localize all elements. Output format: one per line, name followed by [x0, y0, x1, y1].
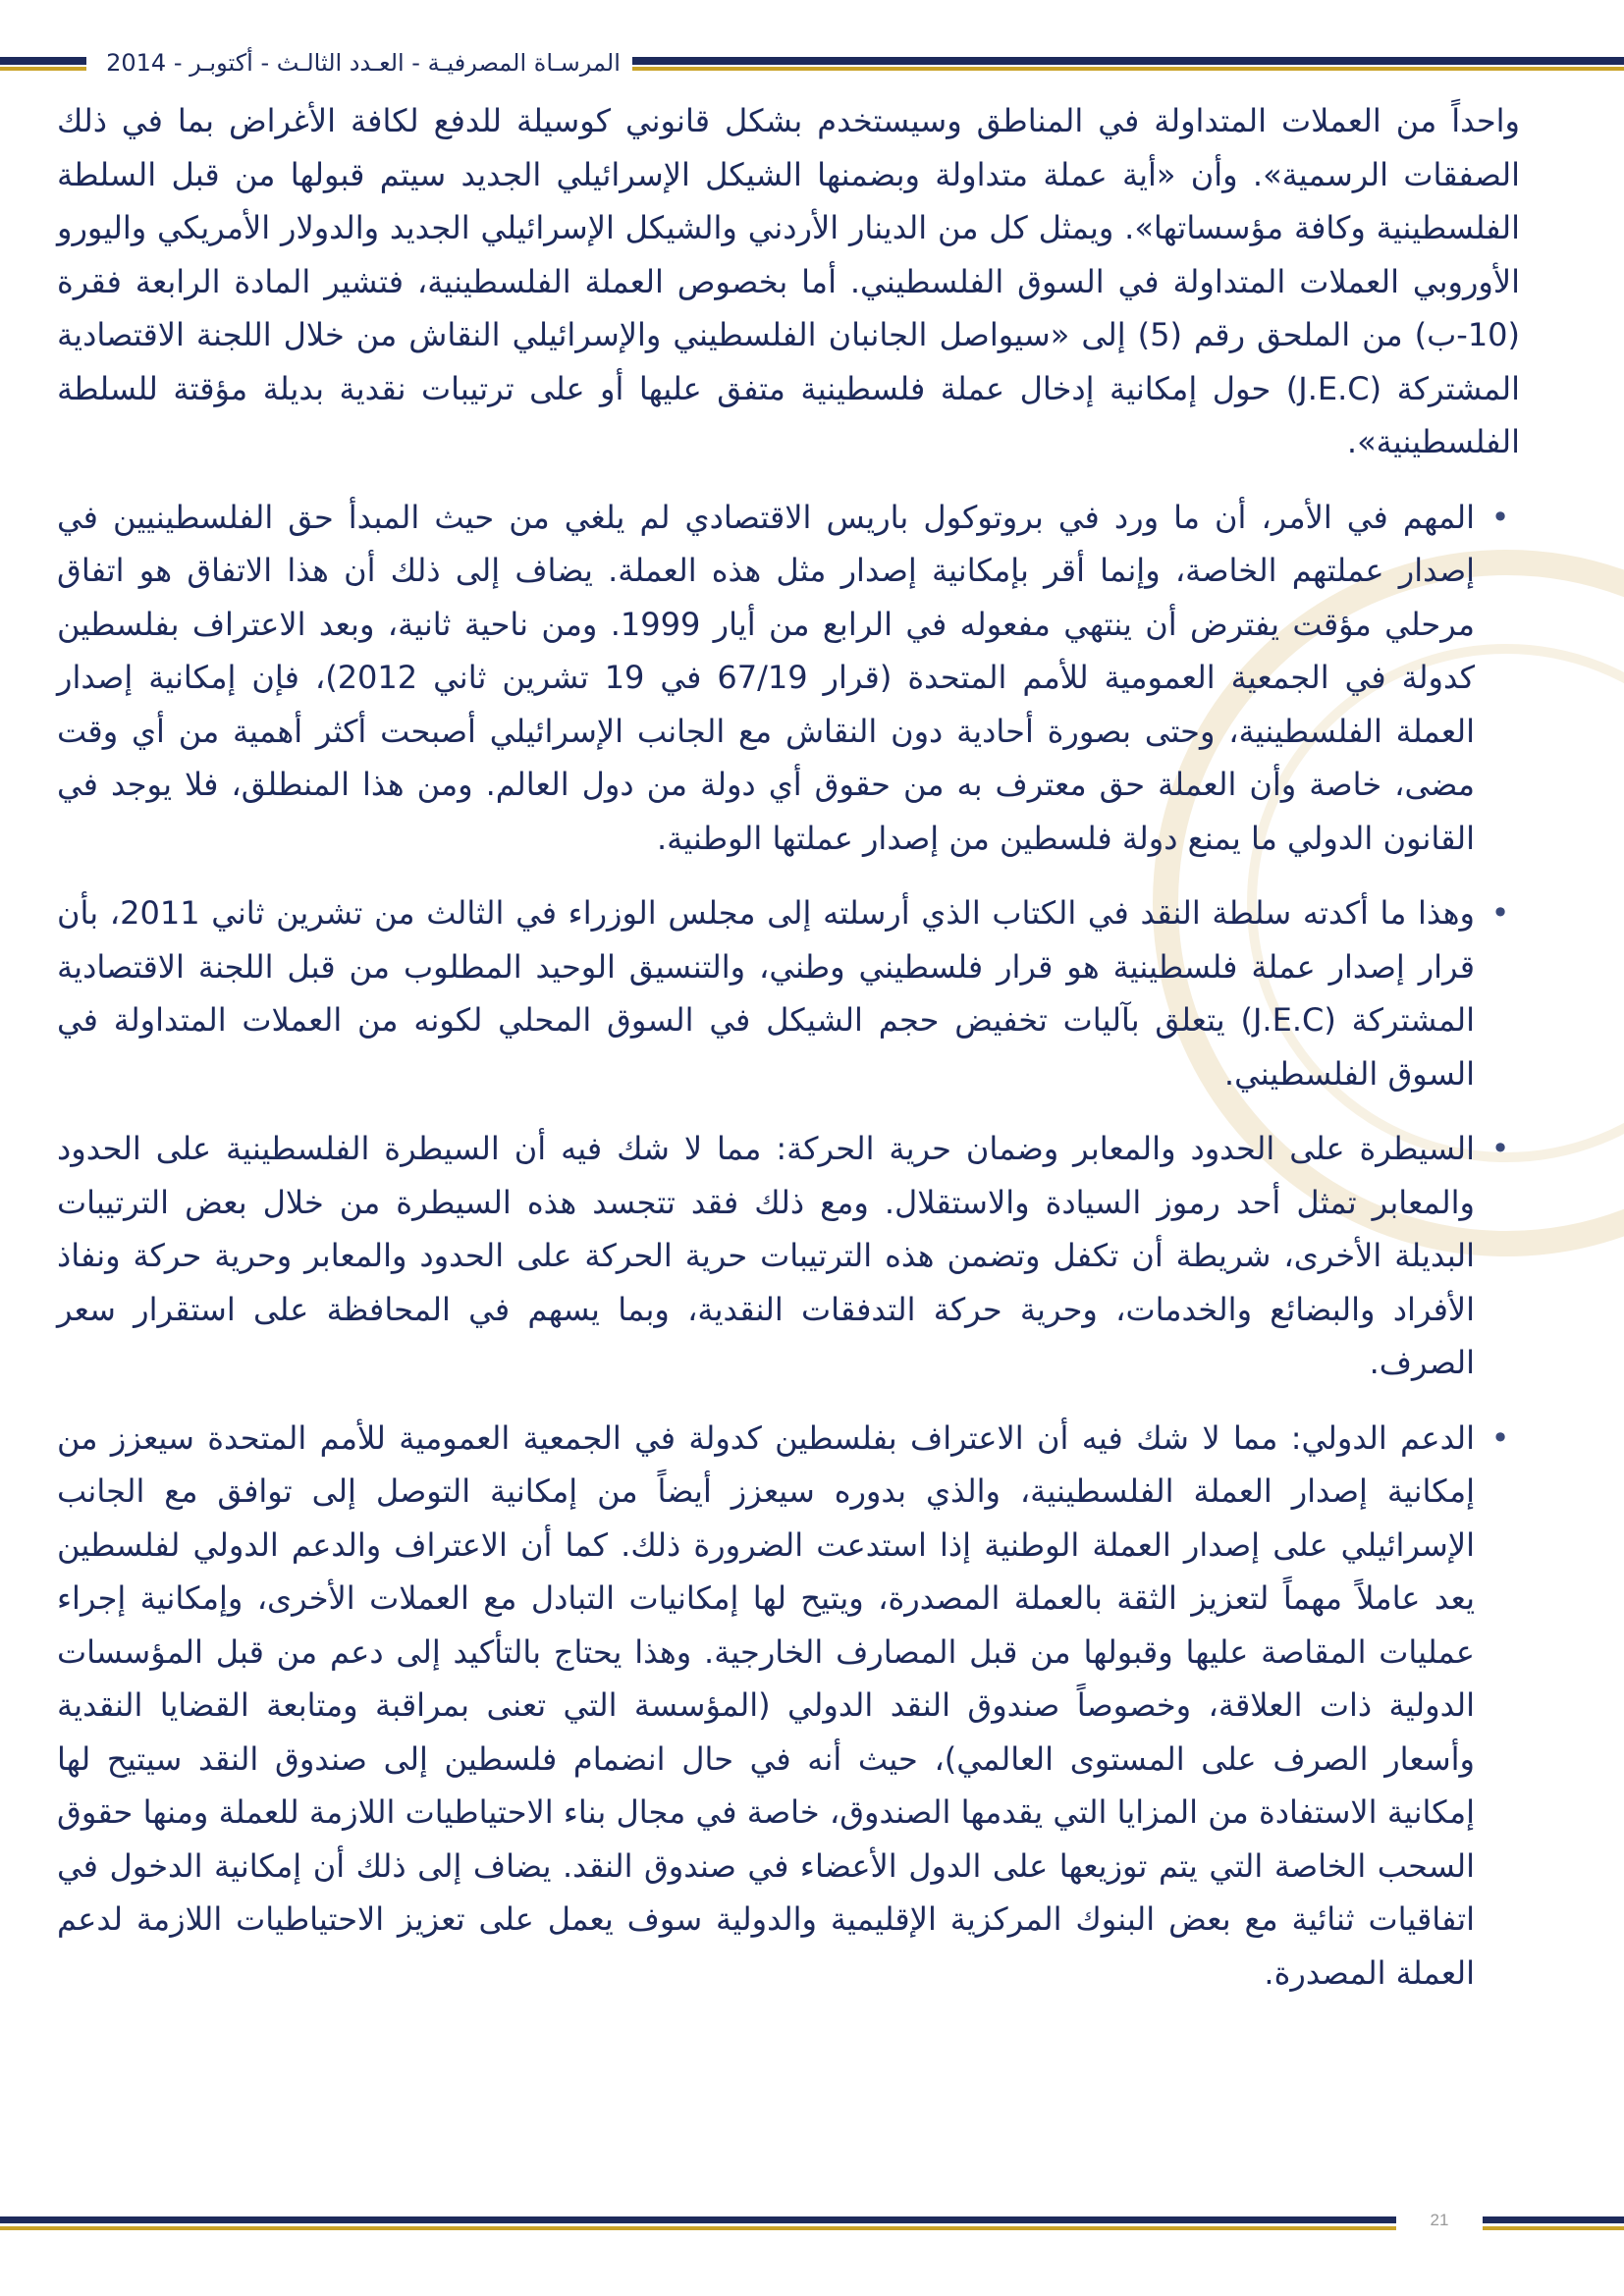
footer-rule-left: [0, 2216, 1396, 2223]
bullet-dot-icon: •: [1490, 1418, 1510, 1457]
footer-accent-left: [0, 2226, 1396, 2230]
footer-rule-right: [1483, 2216, 1624, 2223]
paragraph-text: السيطرة على الحدود والمعابر وضمان حرية الحركة: مما لا شك فيه أن السيطرة الفلسطينية على الحدود والمعابر تمثل أحد رموز السيادة والاستقلال. ومع ذلك فقد تتجسد هذه السيطرة من خلال بعض الترتيبات البديلة الأخرى، شريطة أن تكفل وتضمن هذه الترتيبات حرية الحركة على الحدود والمعابر وحرية حركة ونفاذ الأفراد والبضائع والخدمات، وحرية حركة التدفقات النقدية، وبما يسهم في المحافظة على استقرار سعر الصرف.: [57, 1130, 1475, 1381]
header-accent-left: [0, 67, 86, 71]
header-rule-left: [0, 57, 86, 65]
paragraph-text: وهذا ما أكدته سلطة النقد في الكتاب الذي أرسلته إلى مجلس الوزراء في الثالث من تشرين ثاني 2011، بأن قرار إصدار عملة فلسطينية هو قرار فلسطيني وطني، والتنسيق الوحيد المطلوب من قبل اللجنة الاقتصادية المشتركة (J.E.C) يتعلق بآليات تخفيض حجم الشيكل في السوق المحلي لكونه من العملات المتداولة في السوق الفلسطيني.: [57, 894, 1476, 1093]
bullet-paragraph: [57, 1412, 1520, 2001]
bullet-paragraph: [57, 1122, 1520, 1390]
header-accent-right: [632, 67, 1624, 71]
bullet-dot-icon: •: [1490, 894, 1510, 932]
bullet-dot-icon: •: [1490, 498, 1510, 536]
paragraph-text: واحداً من العملات المتداولة في المناطق وسيستخدم بشكل قانوني كوسيلة للدفع لكافة الأغراض بما في ذلك الصفقات الرسمية». وأن «أية عملة متداولة وبضمنها الشيكل الإسرائيلي الجديد سيتم قبولها من قبل السلطة الفلسطينية وكافة مؤسساتها». ويمثل كل من الدينار الأردني والشيكل الإسرائيلي الجديد والدولار الأمريكي واليورو الأوروبي العملات المتداولة في السوق الفلسطيني. أما بخصوص العملة الفلسطينية، فتشير المادة الرابعة فقرة (10-ب) من الملحق رقم (5) إلى «سيواصل الجانبان الفلسطيني والإسرائيلي النقاش من خلال اللجنة الاقتصادية المشتركة (J.E.C) حول إمكانية إدخال عملة فلسطينية متفق عليها أو على ترتيبات نقدية بديلة مؤقتة للسلطة الفلسطينية».: [57, 102, 1521, 460]
page-number: 21: [1430, 2211, 1449, 2229]
paragraph: [57, 94, 1520, 469]
paragraph-text: المهم في الأمر، أن ما ورد في بروتوكول باريس الاقتصادي لم يلغي من حيث المبدأ حق الفلسطينيين في إصدار عملتهم الخاصة، وإنما أقر بإمكانية إصدار مثل هذه العملة. يضاف إلى ذلك أن هذا الاتفاق هو اتفاق مرحلي مؤقت يفترض أن ينتهي مفعوله في الرابع من أيار 1999. ومن ناحية ثانية، وبعد الاعتراف بفلسطين كدولة في الجمعية العمومية للأمم المتحدة (قرار 67/19 في 19 تشرين ثاني 2012)، فإن إمكانية إصدار العملة الفلسطينية، وحتى بصورة أحادية دون النقاش مع الجانب الإسرائيلي أصبحت أكثر أهمية من أي وقت مضى، خاصة وأن العملة حق معترف به من حقوق أي دولة من دول العالم. ومن هذا المنطلق، فلا يوجد في القانون الدولي ما يمنع دولة فلسطين من إصدار عملتها الوطنية.: [57, 498, 1475, 857]
header-rule-right: [632, 57, 1624, 65]
paragraph-text: الدعم الدولي: مما لا شك فيه أن الاعتراف بفلسطين كدولة في الجمعية العمومية للأمم المتحدة سيعزز من إمكانية إصدار العملة الفلسطينية، والذي بدوره سيعزز أيضاً من إمكانية التوصل إلى توافق مع الجانب الإسرائيلي على إصدار العملة الوطنية إذا استدعت الضرورة ذلك. كما أن الاعتراف والدعم الدولي لفلسطين يعد عاملاً مهماً لتعزيز الثقة بالعملة المصدرة، ويتيح لها إمكانيات التبادل مع العملات الأخرى، وإمكانية إجراء عمليات المقاصة عليها وقبولها من قبل المصارف الخارجية. وهذا يحتاج بالتأكيد إلى دعم من قبل المؤسسات الدولية ذات العلاقة، وخصوصاً صندوق النقد الدولي (المؤسسة التي تعنى بمراقبة ومتابعة القضايا النقدية وأسعار الصرف على المستوى العالمي)، حيث أنه في حال انضمام فلسطين إلى صندوق النقد سيتيح لها إمكانية الاستفادة من المزايا التي يقدمها الصندوق، خاصة في مجال بناء الاحتياطيات اللازمة للعملة ومنها حقوق السحب الخاصة التي يتم توزيعها على الدول الأعضاء في صندوق النقد. يضاف إلى ذلك أن إمكانية الدخول في اتفاقيات ثنائية مع بعض البنوك المركزية الإقليمية والدولية سوف يعمل على تعزيز الاحتياطيات اللازمة لدعم العملة المصدرة.: [57, 1418, 1475, 1992]
bullet-dot-icon: •: [1490, 1130, 1510, 1167]
bullet-paragraph: [57, 886, 1520, 1100]
article-body: [57, 94, 1520, 2021]
bullet-paragraph: [57, 491, 1520, 866]
footer-accent-right: [1483, 2226, 1624, 2230]
page-footer: [0, 2207, 1624, 2236]
publication-title: المرسـاة المصرفيـة - العـدد الثالـث - أكتوبـر - 2014: [106, 49, 621, 77]
page-header: [0, 45, 1624, 84]
